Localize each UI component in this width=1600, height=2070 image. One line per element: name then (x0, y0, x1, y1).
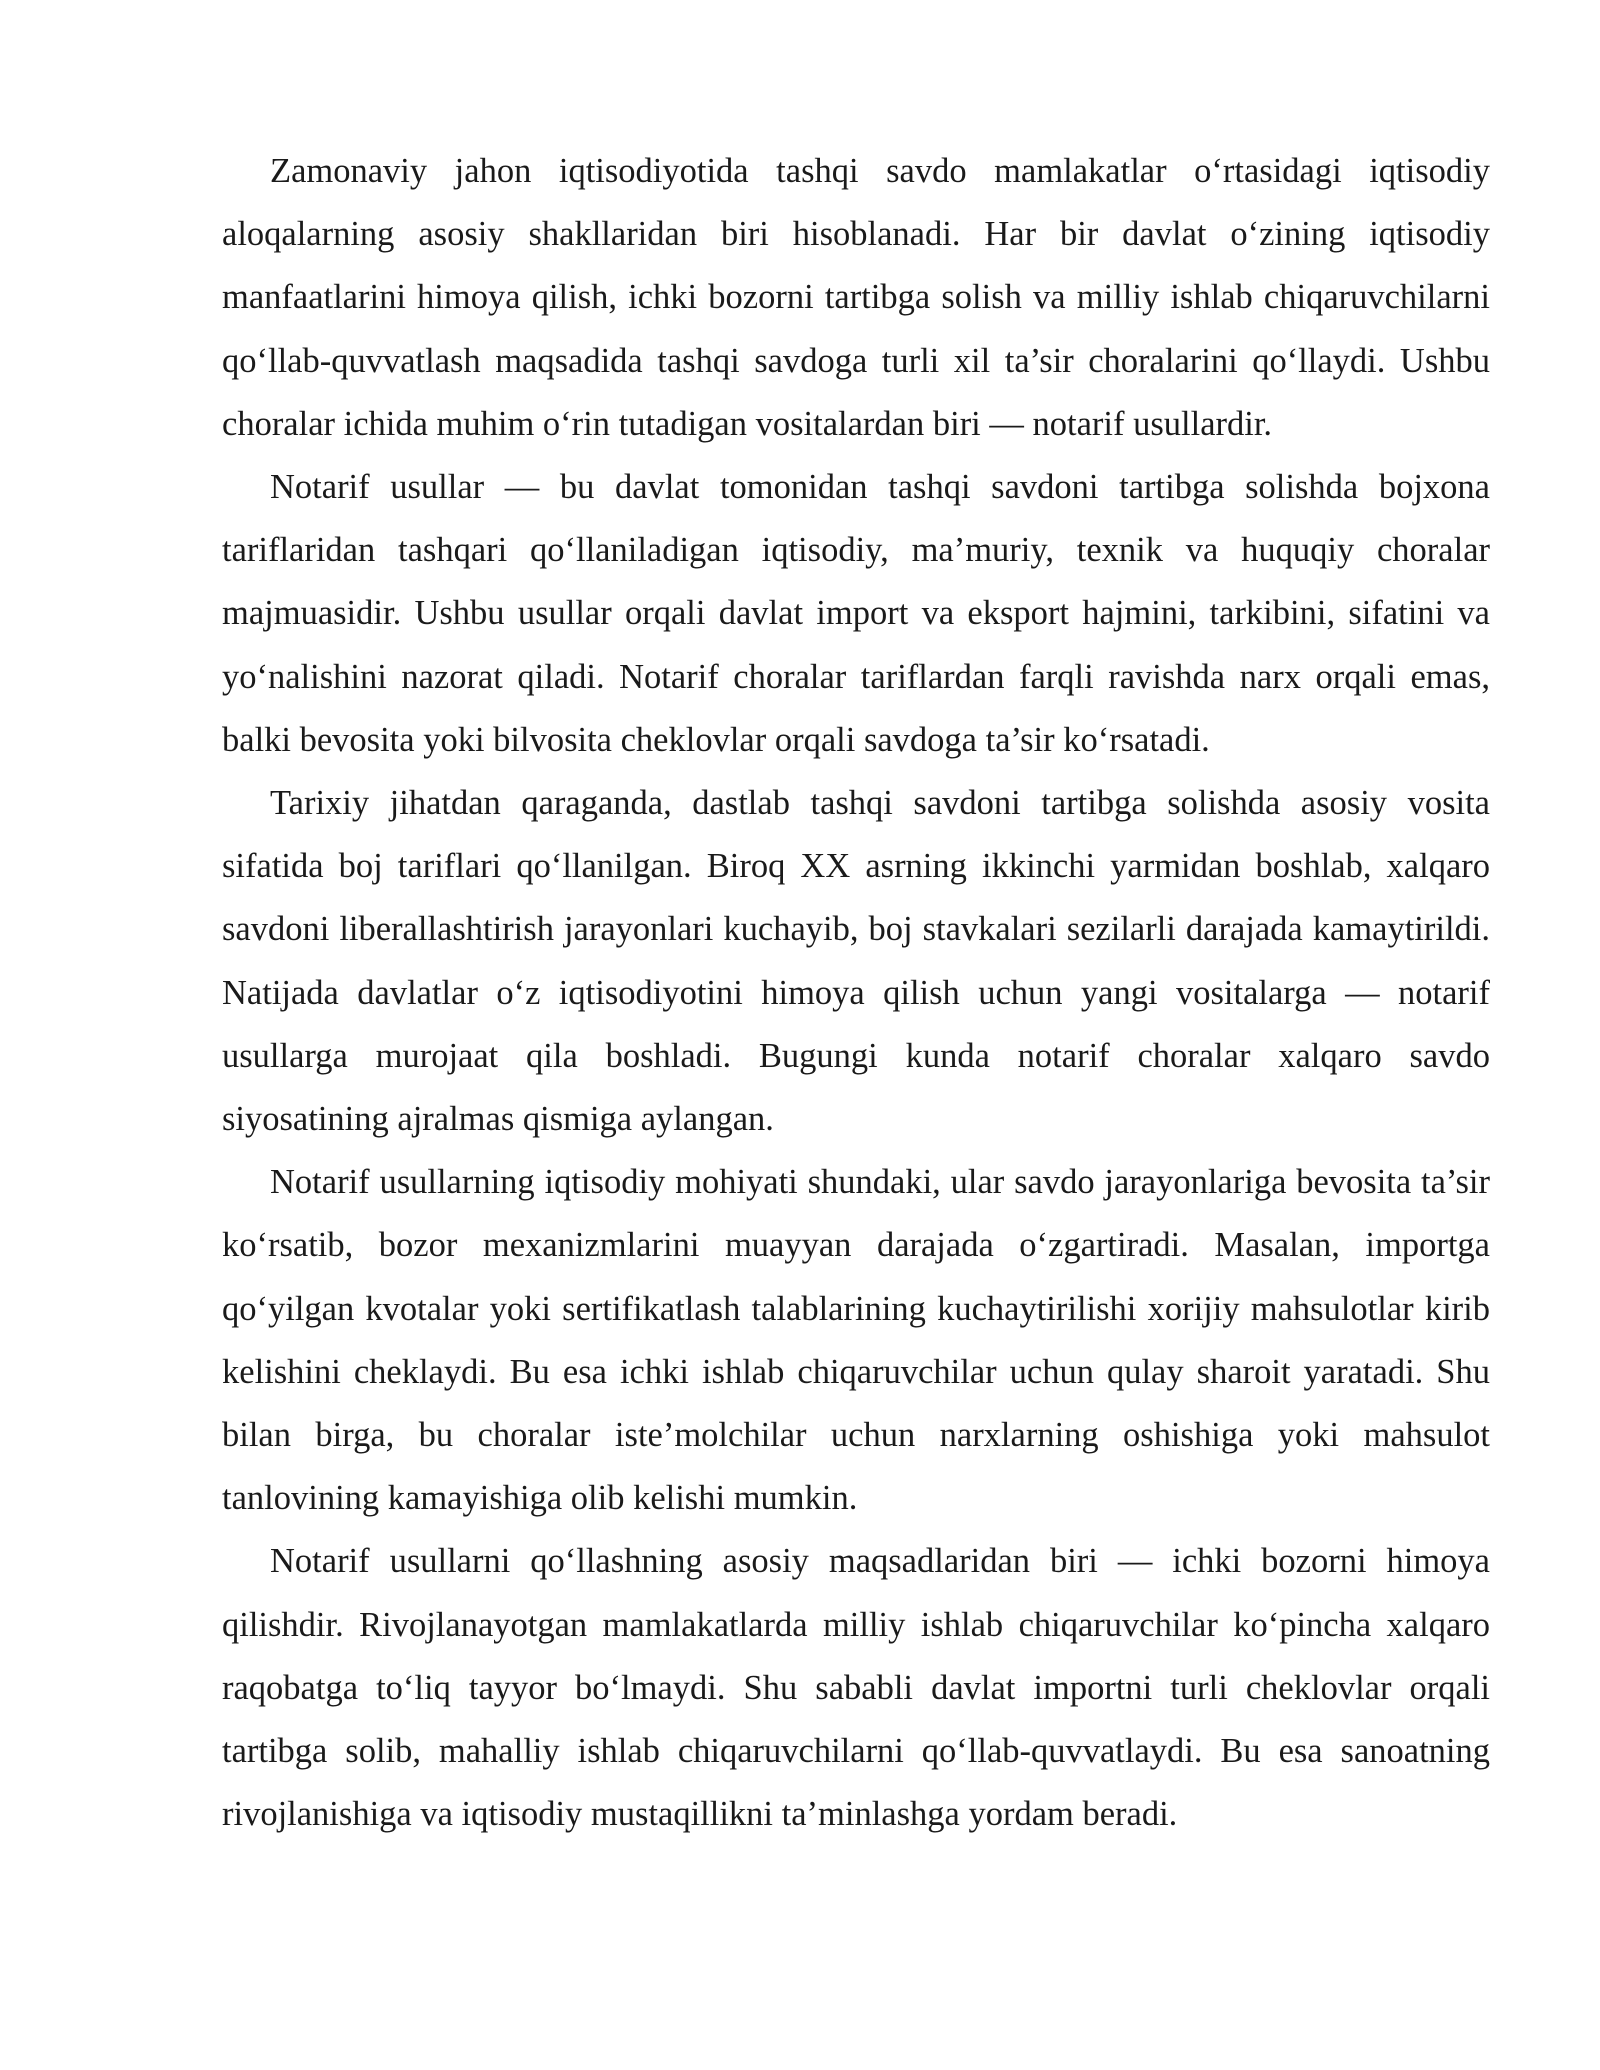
paragraph-4: Notarif usullarning iqtisodiy mohiyati shundaki, ular savdo jarayonlariga bevosita ta’sir ko‘rsatib, bozor mexanizmlarini muayyan darajada o‘zgartiradi. Masalan, importga qo‘yilgan kvotalar yoki sertifikatlash talablarining kuchaytirilishi xorijiy mahsulotlar kirib kelishini cheklaydi. Bu esa ichki ishlab chiqaruvchilar uchun qulay sharoit yaratadi. Shu bilan birga, bu choralar iste’molchilar uchun narxlarning oshishiga yoki mahsulot tanlovining kamayishiga olib kelishi mumkin. (222, 1163, 1490, 1518)
paragraph-5: Notarif usullarni qo‘llashning asosiy maqsadlaridan biri — ichki bozorni himoya qilishdir. Rivojlanayotgan mamlakatlarda milliy ishlab chiqaruvchilar ko‘pincha xalqaro raqobatga to‘liq tayyor bo‘lmaydi. Shu sababli davlat importni turli cheklovlar orqali tartibga solib, mahalliy ishlab chiqaruvchilarni qo‘llab-quvvatlaydi. Bu esa sanoatning rivojlanishiga va iqtisodiy mustaqillikni ta’minlashga yordam beradi. (222, 1542, 1490, 1834)
paragraph-3: Tarixiy jihatdan qaraganda, dastlab tashqi savdoni tartibga solishda asosiy vosita sifatida boj tariflari qo‘llanilgan. Biroq XX asrning ikkinchi yarmidan boshlab, xalqaro savdoni liberallashtirish jarayonlari kuchayib, boj stavkalari sezilarli darajada kamaytirildi. Natijada davlatlar o‘z iqtisodiyotini himoya qilish uchun yangi vositalarga — notarif usullarga murojaat qila boshladi. Bugungi kunda notarif choralar xalqaro savdo siyosatining ajralmas qismiga aylangan. (222, 784, 1490, 1139)
paragraph-1: Zamonaviy jahon iqtisodiyotida tashqi savdo mamlakatlar o‘rtasidagi iqtisodiy aloqalarning asosiy shakllaridan biri hisoblanadi. Har bir davlat o‘zining iqtisodiy manfaatlarini himoya qilish, ichki bozorni tartibga solish va milliy ishlab chiqaruvchilarni qo‘llab-quvvatlash maqsadida tashqi savdoga turli xil ta’sir choralarini qo‘llaydi. Ushbu choralar ichida muhim o‘rin tutadigan vositalardan biri — notarif usullardir. (222, 152, 1490, 443)
body-text (222, 140, 1490, 1846)
paragraph-2: Notarif usullar — bu davlat tomonidan tashqi savdoni tartibga solishda bojxona tariflaridan tashqari qo‘llaniladigan iqtisodiy, ma’muriy, texnik va huquqiy choralar majmuasidir. Ushbu usullar orqali davlat import va eksport hajmini, tarkibini, sifatini va yo‘nalishini nazorat qiladi. Notarif choralar tariflardan farqli ravishda narx orqali emas, balki bevosita yoki bilvosita cheklovlar orqali savdoga ta’sir ko‘rsatadi. (222, 468, 1490, 759)
